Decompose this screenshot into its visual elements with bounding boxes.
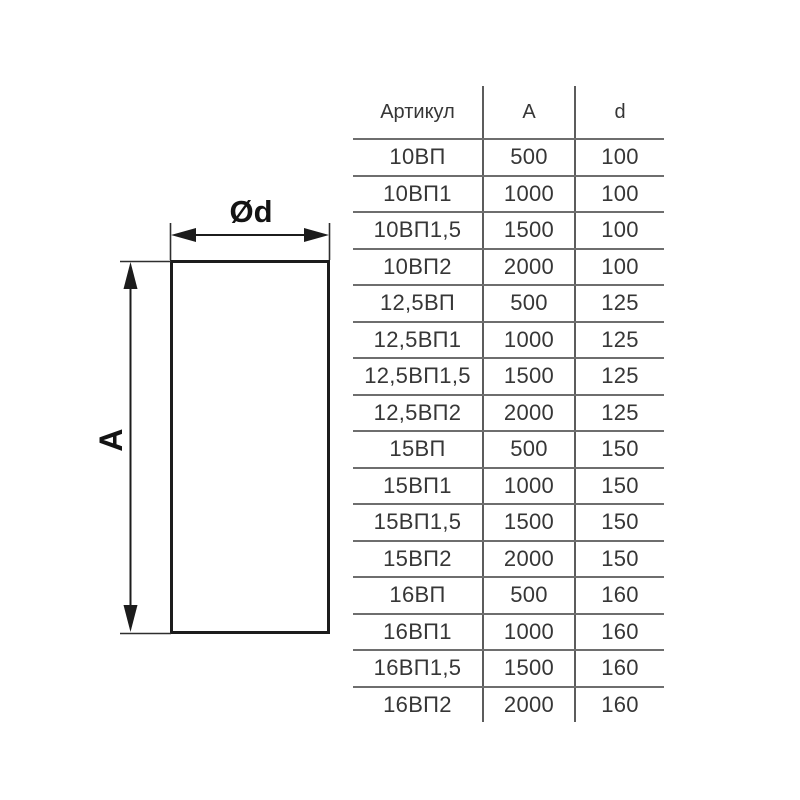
cell-artikul: 10ВП1,5 xyxy=(353,212,483,249)
header-a: A xyxy=(483,86,575,139)
table-row xyxy=(353,139,664,176)
cell-d: 150 xyxy=(575,541,664,578)
cell-artikul: 16ВП xyxy=(353,577,483,614)
cell-artikul: 15ВП2 xyxy=(353,541,483,578)
cell-d: 125 xyxy=(575,322,664,359)
cell-artikul: 10ВП2 xyxy=(353,249,483,286)
cell-a: 1000 xyxy=(483,176,575,213)
cell-a: 1000 xyxy=(483,322,575,359)
cell-a: 500 xyxy=(483,139,575,176)
cell-artikul: 15ВП1,5 xyxy=(353,504,483,541)
cell-a: 1500 xyxy=(483,358,575,395)
cell-artikul: 12,5ВП1 xyxy=(353,322,483,359)
cell-a: 2000 xyxy=(483,395,575,432)
table-row xyxy=(353,431,664,468)
arrow-up-icon xyxy=(124,262,138,289)
cell-d: 100 xyxy=(575,212,664,249)
table-row xyxy=(353,614,664,651)
cell-a: 500 xyxy=(483,577,575,614)
table-row xyxy=(353,249,664,286)
cell-artikul: 12,5ВП2 xyxy=(353,395,483,432)
cell-artikul: 12,5ВП xyxy=(353,285,483,322)
cell-a: 1000 xyxy=(483,468,575,505)
table-row xyxy=(353,176,664,213)
arrow-right-icon xyxy=(304,228,329,242)
cell-a: 500 xyxy=(483,431,575,468)
cell-d: 150 xyxy=(575,504,664,541)
cell-a: 1500 xyxy=(483,212,575,249)
arrow-down-icon xyxy=(124,605,138,632)
table-row xyxy=(353,577,664,614)
duct-body-rect xyxy=(172,262,329,633)
cell-a: 2000 xyxy=(483,687,575,723)
duct-drawing xyxy=(85,180,345,665)
cell-d: 125 xyxy=(575,395,664,432)
cell-d: 160 xyxy=(601,691,639,717)
cell-artikul: 12,5ВП1,5 xyxy=(353,358,483,395)
table-row xyxy=(353,285,664,322)
table-row xyxy=(353,504,664,541)
cell-d: 150 xyxy=(575,431,664,468)
cell-artikul: 10ВП xyxy=(353,139,483,176)
cell-d: 150 xyxy=(575,468,664,505)
cell-artikul: 15ВП xyxy=(353,431,483,468)
width-dimension xyxy=(171,194,330,260)
table-body xyxy=(353,139,664,722)
cell-d: 125 xyxy=(575,285,664,322)
cell-a: 1500 xyxy=(483,504,575,541)
header-artikul: Артикул xyxy=(353,86,483,139)
table-header-row xyxy=(353,86,664,139)
table-row xyxy=(353,212,664,249)
cell-d: 160 xyxy=(575,614,664,651)
table-row xyxy=(353,395,664,432)
cell-d: 160 xyxy=(575,577,664,614)
height-dimension xyxy=(93,262,171,634)
cell-a: 2000 xyxy=(483,541,575,578)
cell-a: 1000 xyxy=(483,614,575,651)
cell-artikul: 10ВП1 xyxy=(353,176,483,213)
cell-d: 125 xyxy=(575,358,664,395)
cell-a: 500 xyxy=(483,285,575,322)
cell-d: 100 xyxy=(575,176,664,213)
cell-d: 100 xyxy=(575,249,664,286)
header-d: d xyxy=(575,86,664,139)
table-row xyxy=(353,650,664,687)
cell-artikul: 16ВП1 xyxy=(353,614,483,651)
height-dim-label: A xyxy=(93,428,129,452)
cell-artikul: 16ВП2 xyxy=(383,691,452,717)
table-row xyxy=(353,322,664,359)
table-row xyxy=(353,358,664,395)
width-dim-label: Ød xyxy=(229,194,273,229)
table-row xyxy=(353,541,664,578)
cell-d: 160 xyxy=(575,650,664,687)
cell-a: 2000 xyxy=(483,249,575,286)
cell-a: 1500 xyxy=(483,650,575,687)
table-row xyxy=(353,687,664,723)
table-row xyxy=(353,468,664,505)
cell-artikul: 15ВП1 xyxy=(353,468,483,505)
cell-artikul: 16ВП1,5 xyxy=(353,650,483,687)
cell-d: 100 xyxy=(575,139,664,176)
spec-table xyxy=(353,86,664,722)
arrow-left-icon xyxy=(171,228,196,242)
